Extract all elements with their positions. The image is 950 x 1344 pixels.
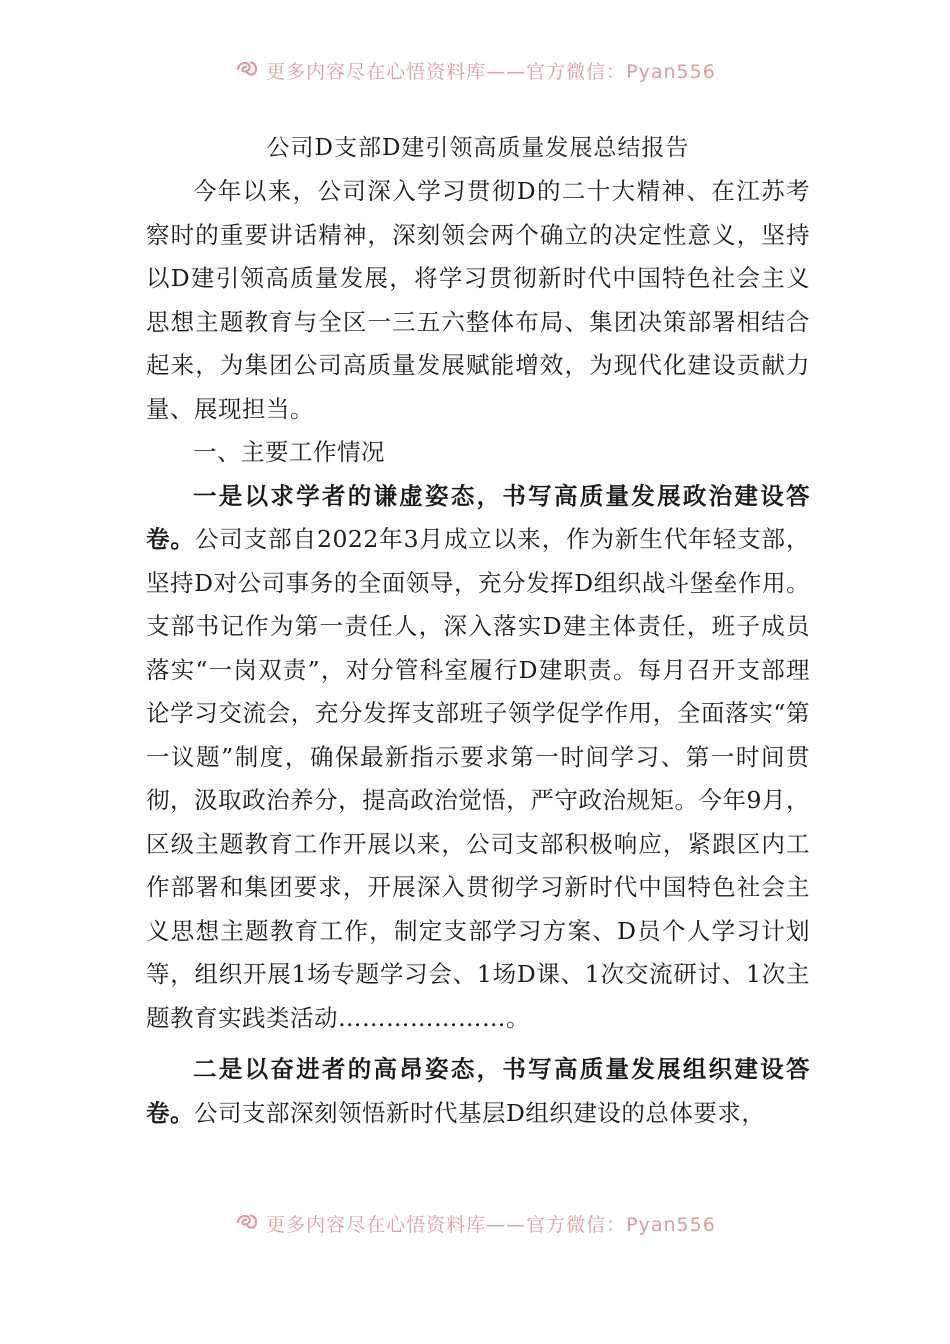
paragraph-gap (146, 1040, 810, 1048)
watermark-logo-icon (234, 1210, 260, 1236)
document-title: 公司D支部D建引领高质量发展总结报告 (266, 135, 690, 161)
document-body (146, 126, 810, 1135)
section-heading-main-work: 一、主要工作情况 (193, 438, 385, 466)
item-1-body: 公司支部自2022年3月成立以来，作为新生代年轻支部，坚持D对公司事务的全面领导，充分发挥D组织战斗堡垒作用。支部书记作为第一责任人，深入落实D建主体责任，班子成员落实“一岗双责”，对分管科室履行D建职责。每月召开支部理论学习交流会，充分发挥支部班子领学促学作用，全面落实“第一议题”制度，确保最新指示要求第一时间学习、第一时间贯彻，汲取政治养分，提高政治觉悟，严守政治规矩。今年9月，区级主题教育工作开展以来，公司支部积极响应，紧跟区内工作部署和集团要求，开展深入贯彻学习新时代中国特色社会主义思想主题教育工作，制定支部学习方案、D员个人学习计划等，组织开展1场专题学习会、1场D课、1次交流研讨、1次主题教育实践类活动…………………。 (146, 525, 810, 1032)
watermark-footer (0, 1203, 950, 1243)
item-2-paragraph (146, 1048, 810, 1135)
watermark-header (0, 50, 950, 90)
watermark-logo-icon (234, 57, 260, 83)
item-2-lead: 二是以奋进者的高昂姿态，书写高质量发展组织建设答卷。 (146, 1055, 810, 1127)
item-1-lead: 一是以求学者的谦虚姿态，书写高质量发展政治建设答卷。 (146, 481, 810, 553)
intro-paragraph: 今年以来，公司深入学习贯彻D的二十大精神、在江苏考察时的重要讲话精神，深刻领会两个确立的决定性意义，坚持以D建引领高质量发展，将学习贯彻新时代中国特色社会主义思想主题教育与全区一三五六整体布局、集团决策部署相结合起来，为集团公司高质量发展赋能增效，为现代化建设贡献力量、展现担当。 (146, 177, 810, 423)
item-1-paragraph (146, 475, 810, 1041)
watermark-text: 更多内容尽在心悟资料库——官方微信：Pyan556 (266, 1213, 716, 1236)
item-2-body: 公司支部深刻领悟新时代基层D组织建设的总体要求， (194, 1098, 766, 1127)
watermark-text: 更多内容尽在心悟资料库——官方微信：Pyan556 (266, 60, 716, 83)
